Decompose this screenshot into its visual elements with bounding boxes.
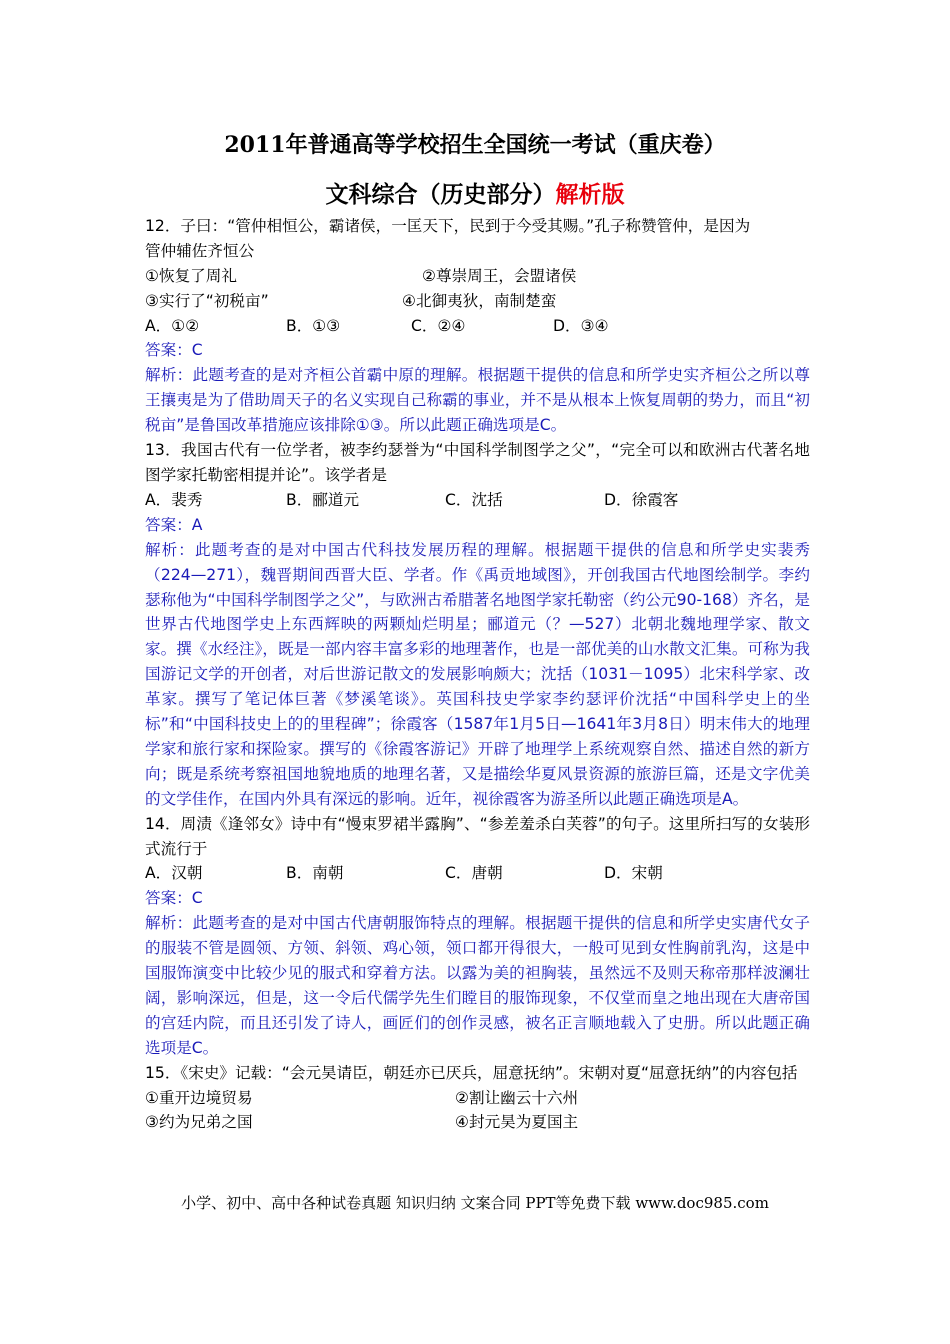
choice-c: C．唐朝 [445,864,503,883]
choice-a: A．①② [145,316,200,335]
question-12-stem-line2: 管仲辅佐齐恒公 [145,241,255,260]
choice-c: C．沈括 [445,490,503,509]
question-12-statements-row1 [145,264,810,289]
question-14-answer: 答案：C [145,889,203,908]
question-13-choices [145,488,810,513]
statement-2: ②割让幽云十六州 [455,1088,579,1107]
subtitle-main: 文科综合（历史部分） [325,181,556,208]
page-subtitle [0,176,950,209]
choice-d: D．③④ [553,316,609,335]
question-12-stem [145,214,810,264]
page-footer: 小学、初中、高中各种试卷真题 知识归纳 文案合同 PPT等免费下载 www.doc985.com [181,1194,769,1212]
question-12-choices [145,314,810,339]
statement-1: ①重开边境贸易 [145,1088,253,1107]
choice-b: B．郦道元 [286,490,360,509]
question-15-statements-row2 [145,1110,810,1135]
question-14-choices [145,861,810,886]
question-14-stem: 14．周渍《逢邻女》诗中有“慢束罗裙半露胸”、“参差羞杀白芙蓉”的句子。这里所扫写的女装形式流行于 [145,814,810,858]
question-12-stem-line1: 12．子曰：“管仲相恒公，霸诸侯，一匡天下，民到于今受其赐。”孔子称赞管仲，是因为 [145,217,751,235]
page-title: 2011年普通高等学校招生全国统一考试（重庆卷） [224,132,726,158]
choice-d: D．宋朝 [604,864,663,883]
document-body [145,214,810,1135]
question-13-analysis: 解析：此题考查的是对中国古代科技发展历程的理解。根据题干提供的信息和所学史实裴秀（224—271），魏晋期间西晋大臣、学者。作《禹贡地域图》，开创我国古代地图绘制学。李约瑟称他为“中国科学制图学之父”，与欧洲古希腊著名地图学家托勒密（约公元90-168）齐名，是世界古代地图学史上东西辉映的两颗灿烂明星；郦道元（？—527）北朝北魏地理学家、散文家。撰《水经注》，既是一部内容丰富多彩的地理著作，也是一部优美的山水散文汇集。可称为我国游记文学的开创者，对后世游记散文的发展影响颇大；沈括（1031－1095）北宋科学家、改革家。撰写了笔记体巨著《梦溪笔谈》。英国科技史学家李约瑟评价沈括“中国科学史上的坐标”和“中国科技史上的的里程碑”；徐霞客（1587年1月5日—1641年3月8日）明末伟大的地理学家和旅行家和探险家。撰写的《徐霞客游记》开辟了地理学上系统观察自然、描述自然的新方向；既是系统考察祖国地貌地质的地理名著，又是描绘华夏风景资源的旅游巨篇，还是文字优美的文学佳作，在国内外具有深远的影响。近年，视徐霞客为游圣所以此题正确选项是A。 [145,540,810,808]
subtitle-red-label: 解析版 [555,181,625,208]
question-13-stem: 13．我国古代有一位学者，被李约瑟誉为“中国科学制图学之父”，“完全可以和欧洲古代著名地图学家托勒密相提并论”。该学者是 [145,441,810,484]
question-12-statements-row2 [145,289,810,314]
statement-1: ①恢复了周礼 [145,266,237,285]
question-12-answer: 答案：C [145,341,203,360]
question-14-analysis: 解析：此题考查的是对中国古代唐朝服饰特点的理解。根据题干提供的信息和所学史实唐代女子的服装不管是圆领、方领、斜领、鸡心领，领口都开得很大，一般可见到女性胸前乳沟，这是中国服饰演变中比较少见的服式和穿着方法。以露为美的袒胸装，虽然远不及则天称帝那样波澜壮阔，影响深远，但是，这一令后代儒学先生们瞠目的服饰现象，不仅堂而皇之地出现在大唐帝国的宫廷内院，而且还引发了诗人，画匠们的创作灵感，被名正言顺地载入了史册。所以此题正确选项是C。 [145,914,810,1057]
choice-c: C．②④ [411,316,466,335]
choice-b: B．①③ [286,316,341,335]
question-12-analysis: 解析：此题考查的是对齐桓公首霸中原的理解。根据题干提供的信息和所学史实齐桓公之所以尊王攘夷是为了借助周天子的名义实现自己称霸的事业，并不是从根本上恢复周朝的势力，而且“初税亩”是鲁国改革措施应该排除①③。所以此题正确选项是C。 [145,366,810,435]
question-15-stem: 15．《宋史》记载：“会元昊请臣，朝廷亦已厌兵，屈意抚纳”。宋朝对夏“屈意抚纳”的内容包括 [145,1063,798,1082]
statement-2: ②尊崇周王，会盟诸侯 [422,266,577,285]
statement-3: ③实行了“初税亩” [145,291,269,310]
choice-a: A．汉朝 [145,864,203,883]
statement-4: ④封元昊为夏国主 [455,1113,579,1132]
statement-3: ③约为兄弟之国 [145,1113,253,1132]
choice-d: D．徐霞客 [604,490,679,509]
question-13-answer: 答案：A [145,515,203,534]
choice-b: B．南朝 [286,864,344,883]
statement-4: ④北御夷狄，南制楚蛮 [402,291,557,310]
question-15-statements-row1 [145,1086,810,1111]
choice-a: A．裴秀 [145,490,203,509]
